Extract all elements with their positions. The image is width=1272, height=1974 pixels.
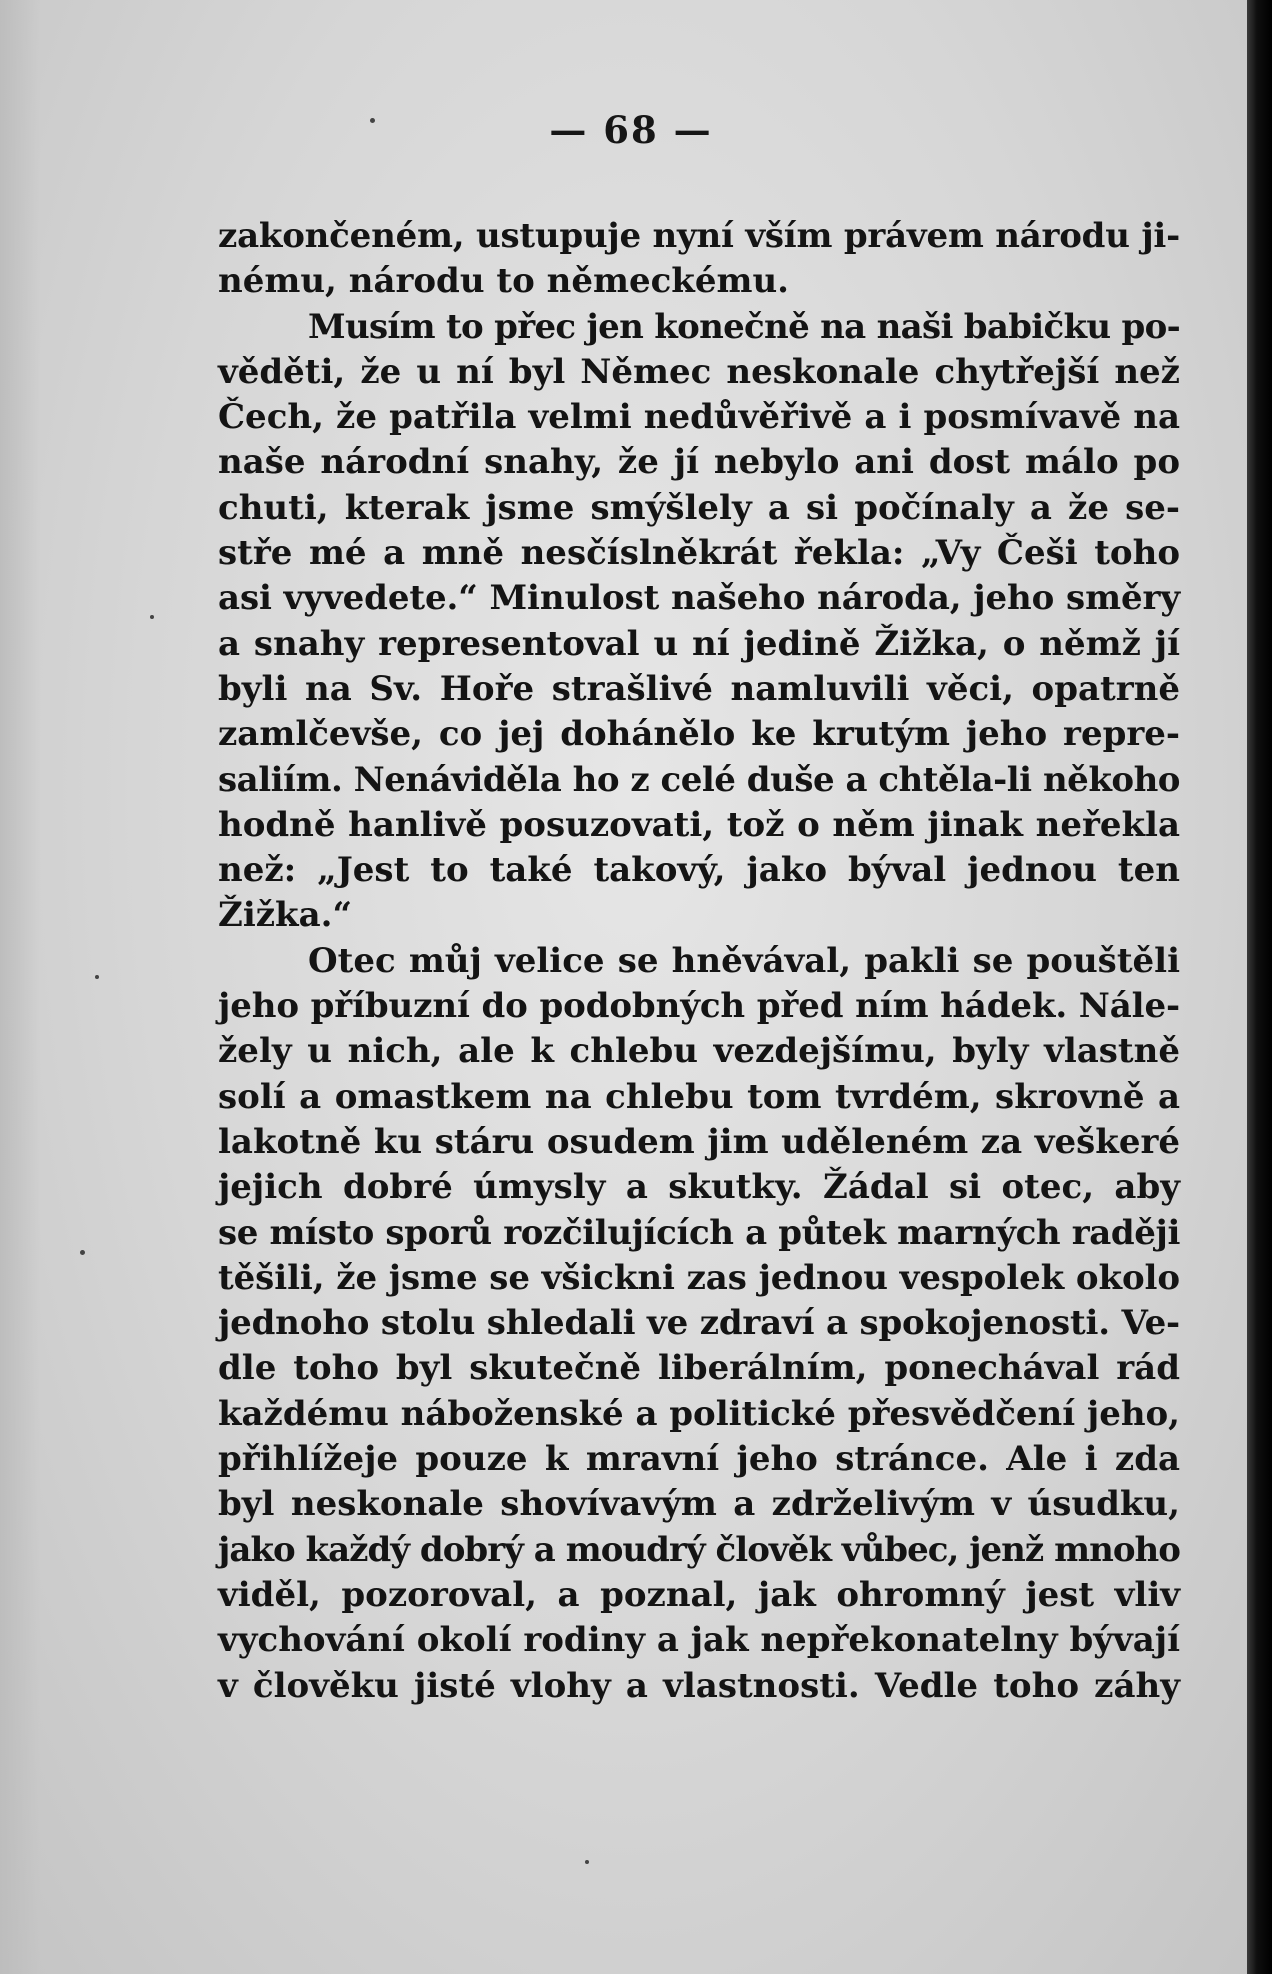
text-line: než: „Jest to také takový, jako býval jednou ten <box>218 850 1180 891</box>
text-line: a snahy representoval u ní jedině Žižka, o němž jí <box>218 623 1180 664</box>
paper-speck <box>80 1250 85 1255</box>
text-line: solí a omastkem na chlebu tom tvrdém, skrovně a <box>218 1076 1180 1117</box>
text-line: asi vyvedete.“ Minulost našeho národa, jeho směry <box>218 578 1180 619</box>
text-line: lakotně ku stáru osudem jim uděleném za veškeré <box>218 1121 1180 1162</box>
text-line: zamlčevše, co jej dohánělo ke krutým jeho repre- <box>218 714 1180 755</box>
text-line: byli na Sv. Hoře strašlivé namluvili věci, opatrně <box>218 668 1180 709</box>
page-number: — 68 — <box>549 108 713 152</box>
text-line: byl neskonale shovívavým a zdrželivým v úsudku, <box>218 1484 1180 1525</box>
body-text <box>218 214 1180 1709</box>
text-line: v člověku jisté vlohy a vlastnosti. Vedle toho záhy <box>218 1665 1180 1706</box>
text-line: se místo sporů rozčilujících a půtek marných raději <box>218 1212 1181 1253</box>
text-line: Žižka.“ <box>218 895 353 936</box>
text-line: naše národní snahy, že jí nebylo ani dost málo po <box>218 442 1180 483</box>
text-line: jejich dobré úmysly a skutky. Žádal si otec, aby <box>218 1167 1180 1208</box>
text-line: těšili, že jsme se všickni zas jednou vespolek okolo <box>218 1257 1180 1298</box>
text-line: Čech, že patřila velmi nedůvěřivě a i posmívavě na <box>218 397 1180 438</box>
text-line: jeho příbuzní do podobných před ním hádek. Nále- <box>218 986 1180 1027</box>
text-line: Otec můj velice se hněvával, pakli se pouštěli <box>308 940 1180 981</box>
text-line: zakončeném, ustupuje nyní vším právem národu ji- <box>218 216 1180 256</box>
text-line: vychování okolí rodiny a jak nepřekonatelny bývají <box>218 1620 1180 1661</box>
text-line: věděti, že u ní byl Němec neskonale chytřejší než <box>218 351 1180 392</box>
text-line: Musím to přec jen konečně na naši babičku po- <box>308 306 1180 347</box>
paper-speck <box>585 1860 589 1864</box>
text-line: viděl, pozoroval, a poznal, jak ohromný jest vliv <box>218 1574 1180 1615</box>
text-line: dle toho byl skutečně liberálním, ponechával rád <box>218 1348 1180 1389</box>
book-spine-edge <box>1247 0 1272 1974</box>
text-line: jednoho stolu shledali ve zdraví a spokojenosti. Ve- <box>218 1303 1180 1344</box>
paper-speck <box>95 975 99 979</box>
text-line: jako každý dobrý a moudrý člověk vůbec, jenž mnoho <box>218 1529 1180 1570</box>
text-line: nému, národu to německému. <box>218 261 789 302</box>
text-line: přihlížeje pouze k mravní jeho stránce. Ale i zda <box>218 1439 1180 1480</box>
text-line: saliím. Nenáviděla ho z celé duše a chtěla-li někoho <box>218 759 1180 800</box>
text-line: chuti, kterak jsme smýšlely a si počínaly a že se- <box>218 487 1180 528</box>
text-line: hodně hanlivě posuzovati, tož o něm jinak neřekla <box>218 804 1180 845</box>
paper-speck <box>150 615 154 619</box>
text-line: každému náboženské a politické přesvědčení jeho, <box>218 1393 1180 1434</box>
text-line: žely u nich, ale k chlebu vezdejšímu, byly vlastně <box>218 1031 1180 1072</box>
page-left-shadow <box>0 0 40 1974</box>
text-line: stře mé a mně nesčíslněkrát řekla: „Vy Češi toho <box>218 533 1180 574</box>
